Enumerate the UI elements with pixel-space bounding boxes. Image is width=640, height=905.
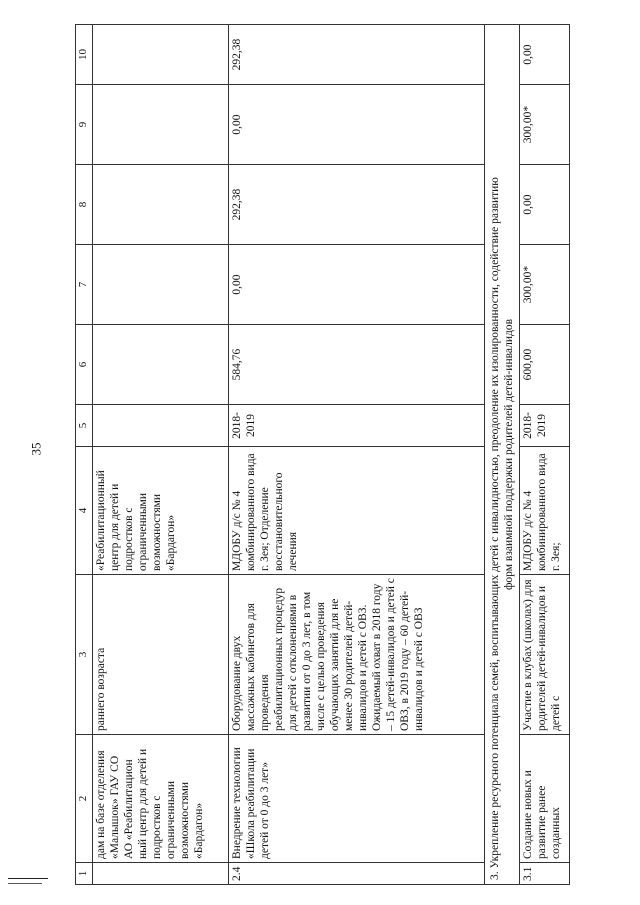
cell-activity: Создание новых и развитие ранее созданных: [520, 735, 570, 863]
table-row: [520, 25, 570, 885]
cell-description: Участие в клубах (школах) для родителей детей-инвалидов и детей с: [520, 575, 570, 735]
rotated-table-container: [75, 25, 609, 885]
section-title-line1: 3. Укрепление ресурсного потенциала семей, воспитывающих детей с инвалидностью, преодоление их изолированности, содействие развитию: [489, 177, 501, 880]
cell-value: [93, 85, 229, 165]
header-row: [76, 25, 93, 885]
cell-activity: Внедрение технологии «Школа реабилитации детей от 0 до 3 лет»: [229, 735, 485, 863]
cell-executor: МДОБУ д/с № 4 комбинированного вида г. Зея; Отделение восстановительного лечения: [229, 447, 485, 575]
cell-value: 0,00: [229, 245, 485, 325]
col-header: 7: [76, 245, 93, 325]
col-header: 4: [76, 447, 93, 575]
col-header: 9: [76, 85, 93, 165]
cell-value: 292,38: [229, 165, 485, 245]
cell-executor: «Реабилитационный центр для детей и подростков с ограниченными возможностями «Бардагон»: [93, 447, 229, 575]
program-table: [75, 24, 570, 885]
cell-value: 300,00*: [520, 245, 570, 325]
cell-value: 292,38: [229, 25, 485, 85]
cell-description: Оборудование двух массажных кабинетов для проведения реабилитационных процедур для детей с отклонениями в развитии от 0 до 3 лет, в том числе с целью проведения обучающих занятий для не менее 30 родителей детей-инвалидов и детей с ОВЗ. Ожидаемый охват в 2018 году – 15 детей-инвалидов и детей с ОВЗ, в 2019 году – 60 детей-инвалидов и детей с ОВЗ: [229, 575, 485, 735]
cell-value: 0,00: [229, 85, 485, 165]
cell-number: [93, 863, 229, 885]
margin-mark: [8, 883, 42, 884]
page-number: 35: [28, 442, 44, 456]
cell-value: [93, 25, 229, 85]
col-header: 1: [76, 863, 93, 885]
cell-value: 0,00: [520, 165, 570, 245]
table-row: [229, 25, 485, 885]
cell-period: [93, 405, 229, 447]
cell-description: раннего возраста: [93, 575, 229, 735]
cell-total: 600,00: [520, 325, 570, 405]
col-header: 10: [76, 25, 93, 85]
col-header: 3: [76, 575, 93, 735]
cell-number: 3.1: [520, 863, 570, 885]
cell-total: [93, 325, 229, 405]
section-title-line2: форм взаимной поддержки родителей детей-инвалидов: [503, 318, 516, 591]
col-header: 2: [76, 735, 93, 863]
cell-total: 584,76: [229, 325, 485, 405]
col-header: 8: [76, 165, 93, 245]
cell-value: [93, 245, 229, 325]
section-title: [485, 25, 520, 885]
table-row: [93, 25, 229, 885]
margin-mark: [8, 878, 48, 879]
cell-activity: дам на базе отделения «Малышок» ГАУ СО АО «Реабилитацион ный центр для детей и подростков с ограниченными возможностями «Бардагон»: [93, 735, 229, 863]
cell-value: 0,00: [520, 25, 570, 85]
cell-value: 300,00*: [520, 85, 570, 165]
cell-value: [93, 165, 229, 245]
cell-period: 2018-2019: [520, 405, 570, 447]
section-header-row: [485, 25, 520, 885]
cell-period: 2018-2019: [229, 405, 485, 447]
col-header: 5: [76, 405, 93, 447]
cell-executor: МДОБУ д/с № 4 комбинированного вида г. Зея;: [520, 447, 570, 575]
col-header: 6: [76, 325, 93, 405]
cell-number: 2.4: [229, 863, 485, 885]
